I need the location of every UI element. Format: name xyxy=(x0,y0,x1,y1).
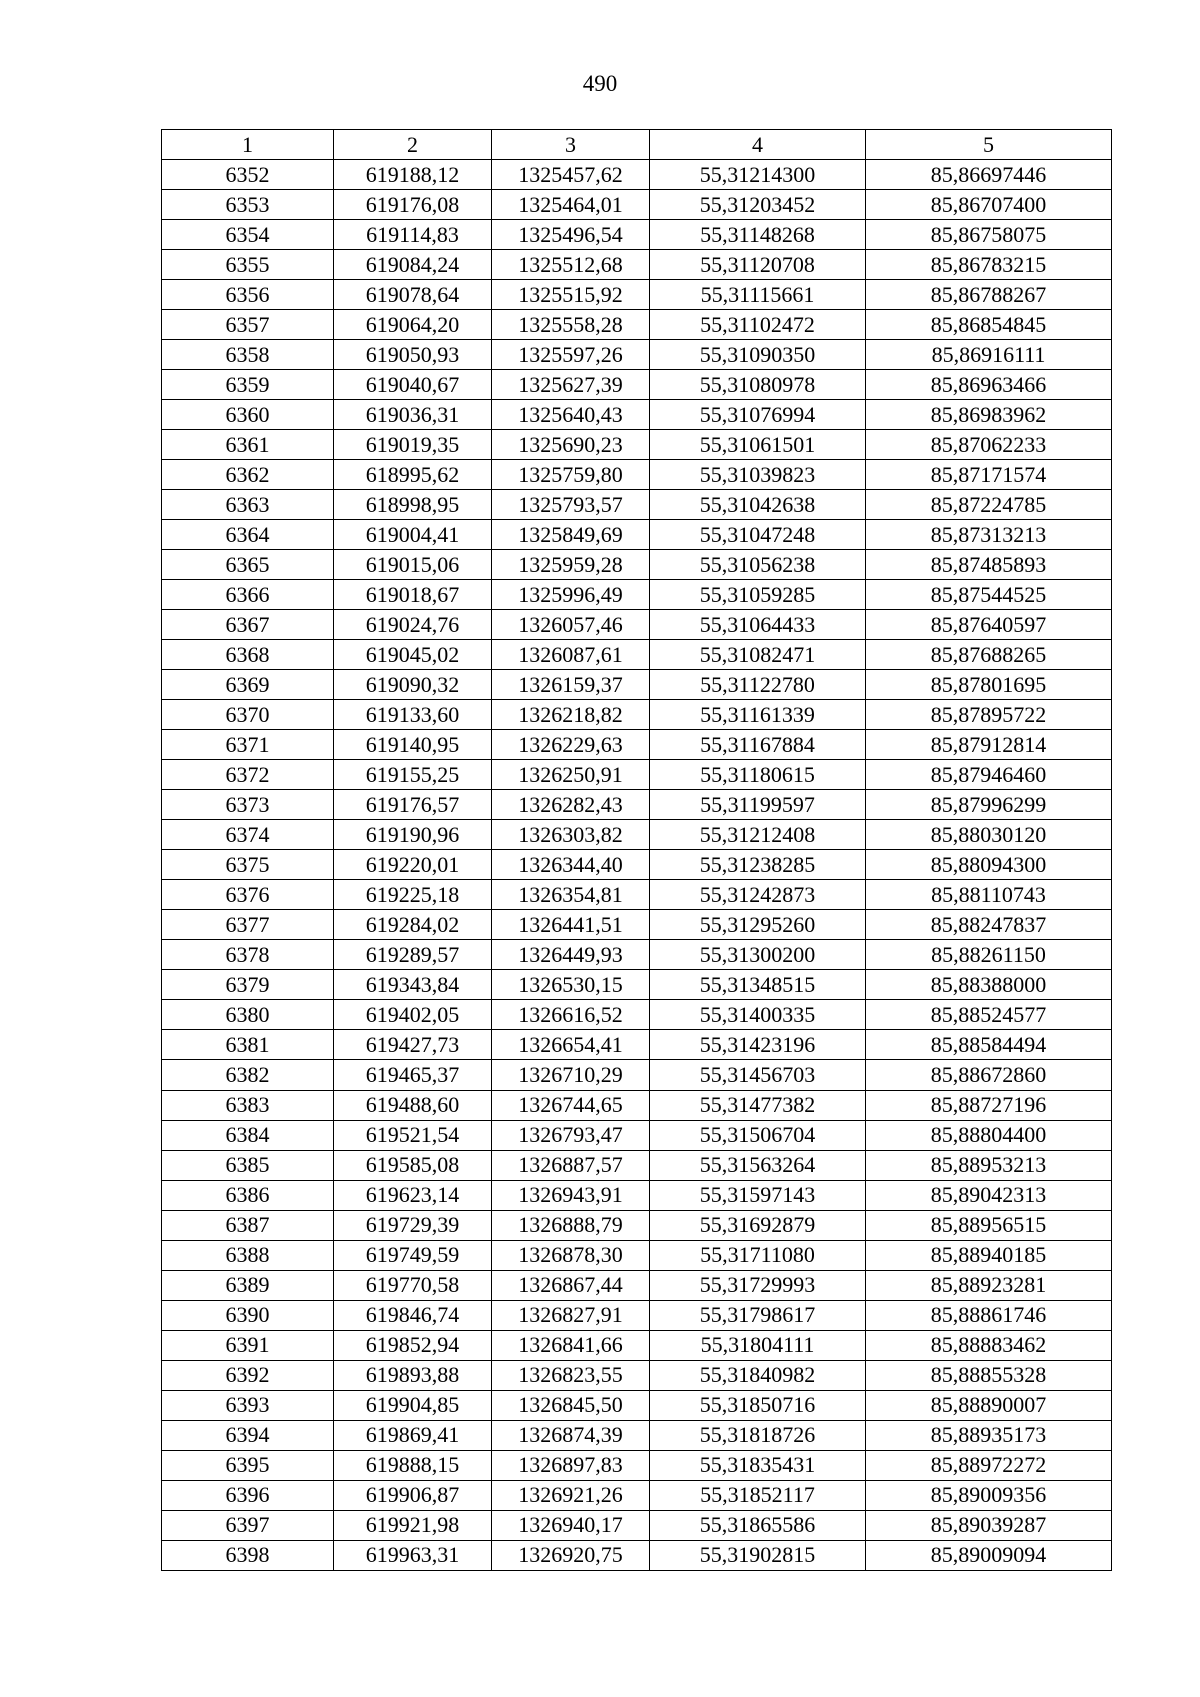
y-coordinate-cell: 1326940,17 xyxy=(492,1510,650,1540)
latitude-cell: 55,31161339 xyxy=(650,700,866,730)
x-coordinate-cell: 619893,88 xyxy=(334,1360,492,1390)
x-coordinate-cell: 619963,31 xyxy=(334,1540,492,1570)
x-coordinate-cell: 619749,59 xyxy=(334,1240,492,1270)
point-number-cell: 6397 xyxy=(162,1510,334,1540)
x-coordinate-cell: 619024,76 xyxy=(334,610,492,640)
point-number-cell: 6358 xyxy=(162,340,334,370)
table-row xyxy=(162,580,1112,610)
latitude-cell: 55,31902815 xyxy=(650,1540,866,1570)
point-number-cell: 6387 xyxy=(162,1210,334,1240)
point-number-cell: 6381 xyxy=(162,1030,334,1060)
longitude-cell: 85,86758075 xyxy=(866,220,1112,250)
table-row xyxy=(162,880,1112,910)
table-row xyxy=(162,550,1112,580)
x-coordinate-cell: 619015,06 xyxy=(334,550,492,580)
longitude-cell: 85,88584494 xyxy=(866,1030,1112,1060)
latitude-cell: 55,31563264 xyxy=(650,1150,866,1180)
latitude-cell: 55,31295260 xyxy=(650,910,866,940)
x-coordinate-cell: 619521,54 xyxy=(334,1120,492,1150)
table-row xyxy=(162,670,1112,700)
latitude-cell: 55,31798617 xyxy=(650,1300,866,1330)
x-coordinate-cell: 619284,02 xyxy=(334,910,492,940)
x-coordinate-cell: 619050,93 xyxy=(334,340,492,370)
longitude-cell: 85,87062233 xyxy=(866,430,1112,460)
point-number-cell: 6368 xyxy=(162,640,334,670)
longitude-cell: 85,88672860 xyxy=(866,1060,1112,1090)
y-coordinate-cell: 1325496,54 xyxy=(492,220,650,250)
longitude-cell: 85,87996299 xyxy=(866,790,1112,820)
y-coordinate-cell: 1326888,79 xyxy=(492,1210,650,1240)
y-coordinate-cell: 1326710,29 xyxy=(492,1060,650,1090)
table-row xyxy=(162,1330,1112,1360)
longitude-cell: 85,87171574 xyxy=(866,460,1112,490)
longitude-cell: 85,86707400 xyxy=(866,190,1112,220)
latitude-cell: 55,31212408 xyxy=(650,820,866,850)
point-number-cell: 6354 xyxy=(162,220,334,250)
longitude-cell: 85,89009094 xyxy=(866,1540,1112,1570)
table-row xyxy=(162,1510,1112,1540)
latitude-cell: 55,31423196 xyxy=(650,1030,866,1060)
table-row xyxy=(162,1450,1112,1480)
y-coordinate-cell: 1326943,91 xyxy=(492,1180,650,1210)
latitude-cell: 55,31148268 xyxy=(650,220,866,250)
x-coordinate-cell: 619852,94 xyxy=(334,1330,492,1360)
longitude-cell: 85,88890007 xyxy=(866,1390,1112,1420)
latitude-cell: 55,31203452 xyxy=(650,190,866,220)
table-row xyxy=(162,1030,1112,1060)
y-coordinate-cell: 1326229,63 xyxy=(492,730,650,760)
latitude-cell: 55,31115661 xyxy=(650,280,866,310)
y-coordinate-cell: 1326874,39 xyxy=(492,1420,650,1450)
y-coordinate-cell: 1325640,43 xyxy=(492,400,650,430)
table-row xyxy=(162,910,1112,940)
y-coordinate-cell: 1326159,37 xyxy=(492,670,650,700)
longitude-cell: 85,86788267 xyxy=(866,280,1112,310)
x-coordinate-cell: 619064,20 xyxy=(334,310,492,340)
latitude-cell: 55,31850716 xyxy=(650,1390,866,1420)
point-number-cell: 6364 xyxy=(162,520,334,550)
longitude-cell: 85,87895722 xyxy=(866,700,1112,730)
point-number-cell: 6386 xyxy=(162,1180,334,1210)
y-coordinate-cell: 1326887,57 xyxy=(492,1150,650,1180)
x-coordinate-cell: 619155,25 xyxy=(334,760,492,790)
longitude-cell: 85,89009356 xyxy=(866,1480,1112,1510)
x-coordinate-cell: 619729,39 xyxy=(334,1210,492,1240)
x-coordinate-cell: 619488,60 xyxy=(334,1090,492,1120)
longitude-cell: 85,87313213 xyxy=(866,520,1112,550)
point-number-cell: 6371 xyxy=(162,730,334,760)
x-coordinate-cell: 619623,14 xyxy=(334,1180,492,1210)
latitude-cell: 55,31597143 xyxy=(650,1180,866,1210)
header-col-4: 4 xyxy=(650,130,866,160)
table-row xyxy=(162,430,1112,460)
latitude-cell: 55,31039823 xyxy=(650,460,866,490)
y-coordinate-cell: 1326823,55 xyxy=(492,1360,650,1390)
longitude-cell: 85,87544525 xyxy=(866,580,1112,610)
y-coordinate-cell: 1325597,26 xyxy=(492,340,650,370)
point-number-cell: 6356 xyxy=(162,280,334,310)
longitude-cell: 85,88956515 xyxy=(866,1210,1112,1240)
point-number-cell: 6355 xyxy=(162,250,334,280)
latitude-cell: 55,31835431 xyxy=(650,1450,866,1480)
y-coordinate-cell: 1325849,69 xyxy=(492,520,650,550)
y-coordinate-cell: 1326303,82 xyxy=(492,820,650,850)
x-coordinate-cell: 619846,74 xyxy=(334,1300,492,1330)
table-row xyxy=(162,1390,1112,1420)
point-number-cell: 6375 xyxy=(162,850,334,880)
point-number-cell: 6393 xyxy=(162,1390,334,1420)
table-row xyxy=(162,1090,1112,1120)
latitude-cell: 55,31348515 xyxy=(650,970,866,1000)
point-number-cell: 6370 xyxy=(162,700,334,730)
latitude-cell: 55,31477382 xyxy=(650,1090,866,1120)
y-coordinate-cell: 1325627,39 xyxy=(492,370,650,400)
table-row xyxy=(162,160,1112,190)
x-coordinate-cell: 619084,24 xyxy=(334,250,492,280)
longitude-cell: 85,88110743 xyxy=(866,880,1112,910)
table-row xyxy=(162,400,1112,430)
point-number-cell: 6378 xyxy=(162,940,334,970)
latitude-cell: 55,31238285 xyxy=(650,850,866,880)
table-row xyxy=(162,1180,1112,1210)
longitude-cell: 85,87640597 xyxy=(866,610,1112,640)
point-number-cell: 6388 xyxy=(162,1240,334,1270)
longitude-cell: 85,88247837 xyxy=(866,910,1112,940)
latitude-cell: 55,31804111 xyxy=(650,1330,866,1360)
point-number-cell: 6382 xyxy=(162,1060,334,1090)
x-coordinate-cell: 619343,84 xyxy=(334,970,492,1000)
longitude-cell: 85,87485893 xyxy=(866,550,1112,580)
header-col-1: 1 xyxy=(162,130,334,160)
point-number-cell: 6360 xyxy=(162,400,334,430)
point-number-cell: 6365 xyxy=(162,550,334,580)
page-number: 490 xyxy=(582,71,618,96)
table-row xyxy=(162,790,1112,820)
x-coordinate-cell: 619921,98 xyxy=(334,1510,492,1540)
point-number-cell: 6362 xyxy=(162,460,334,490)
point-number-cell: 6389 xyxy=(162,1270,334,1300)
y-coordinate-cell: 1326354,81 xyxy=(492,880,650,910)
point-number-cell: 6374 xyxy=(162,820,334,850)
point-number-cell: 6395 xyxy=(162,1450,334,1480)
table-row xyxy=(162,310,1112,340)
point-number-cell: 6367 xyxy=(162,610,334,640)
latitude-cell: 55,31122780 xyxy=(650,670,866,700)
latitude-cell: 55,31056238 xyxy=(650,550,866,580)
x-coordinate-cell: 619904,85 xyxy=(334,1390,492,1420)
latitude-cell: 55,31090350 xyxy=(650,340,866,370)
table-row xyxy=(162,1270,1112,1300)
point-number-cell: 6353 xyxy=(162,190,334,220)
point-number-cell: 6352 xyxy=(162,160,334,190)
longitude-cell: 85,88935173 xyxy=(866,1420,1112,1450)
table-row xyxy=(162,1480,1112,1510)
latitude-cell: 55,31180615 xyxy=(650,760,866,790)
longitude-cell: 85,88940185 xyxy=(866,1240,1112,1270)
latitude-cell: 55,31082471 xyxy=(650,640,866,670)
table-row xyxy=(162,520,1112,550)
table-row xyxy=(162,1000,1112,1030)
longitude-cell: 85,86983962 xyxy=(866,400,1112,430)
latitude-cell: 55,31047248 xyxy=(650,520,866,550)
table-row xyxy=(162,220,1112,250)
table-row xyxy=(162,1210,1112,1240)
y-coordinate-cell: 1326827,91 xyxy=(492,1300,650,1330)
table-row xyxy=(162,1120,1112,1150)
latitude-cell: 55,31506704 xyxy=(650,1120,866,1150)
y-coordinate-cell: 1325464,01 xyxy=(492,190,650,220)
table-row xyxy=(162,1060,1112,1090)
longitude-cell: 85,88953213 xyxy=(866,1150,1112,1180)
y-coordinate-cell: 1326654,41 xyxy=(492,1030,650,1060)
point-number-cell: 6373 xyxy=(162,790,334,820)
longitude-cell: 85,88972272 xyxy=(866,1450,1112,1480)
header-row xyxy=(162,130,1112,160)
table-row xyxy=(162,490,1112,520)
x-coordinate-cell: 619176,08 xyxy=(334,190,492,220)
point-number-cell: 6357 xyxy=(162,310,334,340)
x-coordinate-cell: 619114,83 xyxy=(334,220,492,250)
y-coordinate-cell: 1326449,93 xyxy=(492,940,650,970)
longitude-cell: 85,87801695 xyxy=(866,670,1112,700)
header-col-2: 2 xyxy=(334,130,492,160)
y-coordinate-cell: 1326921,26 xyxy=(492,1480,650,1510)
point-number-cell: 6366 xyxy=(162,580,334,610)
latitude-cell: 55,31818726 xyxy=(650,1420,866,1450)
longitude-cell: 85,86783215 xyxy=(866,250,1112,280)
x-coordinate-cell: 619869,41 xyxy=(334,1420,492,1450)
y-coordinate-cell: 1326897,83 xyxy=(492,1450,650,1480)
x-coordinate-cell: 619078,64 xyxy=(334,280,492,310)
longitude-cell: 85,89039287 xyxy=(866,1510,1112,1540)
latitude-cell: 55,31042638 xyxy=(650,490,866,520)
x-coordinate-cell: 619019,35 xyxy=(334,430,492,460)
table-row xyxy=(162,730,1112,760)
table-row xyxy=(162,1150,1112,1180)
table-row xyxy=(162,370,1112,400)
point-number-cell: 6390 xyxy=(162,1300,334,1330)
table-row xyxy=(162,1540,1112,1570)
table-row xyxy=(162,970,1112,1000)
latitude-cell: 55,31059285 xyxy=(650,580,866,610)
longitude-cell: 85,88261150 xyxy=(866,940,1112,970)
y-coordinate-cell: 1326867,44 xyxy=(492,1270,650,1300)
table-row xyxy=(162,940,1112,970)
table-row xyxy=(162,190,1112,220)
y-coordinate-cell: 1325457,62 xyxy=(492,160,650,190)
y-coordinate-cell: 1326920,75 xyxy=(492,1540,650,1570)
x-coordinate-cell: 619465,37 xyxy=(334,1060,492,1090)
y-coordinate-cell: 1326878,30 xyxy=(492,1240,650,1270)
point-number-cell: 6377 xyxy=(162,910,334,940)
table-row xyxy=(162,1300,1112,1330)
y-coordinate-cell: 1326845,50 xyxy=(492,1390,650,1420)
point-number-cell: 6359 xyxy=(162,370,334,400)
x-coordinate-cell: 618998,95 xyxy=(334,490,492,520)
x-coordinate-cell: 619040,67 xyxy=(334,370,492,400)
x-coordinate-cell: 619090,32 xyxy=(334,670,492,700)
y-coordinate-cell: 1325759,80 xyxy=(492,460,650,490)
latitude-cell: 55,31199597 xyxy=(650,790,866,820)
x-coordinate-cell: 619906,87 xyxy=(334,1480,492,1510)
table-row xyxy=(162,340,1112,370)
table-row xyxy=(162,280,1112,310)
longitude-cell: 85,88388000 xyxy=(866,970,1112,1000)
longitude-cell: 85,89042313 xyxy=(866,1180,1112,1210)
y-coordinate-cell: 1325558,28 xyxy=(492,310,650,340)
table-row xyxy=(162,1420,1112,1450)
longitude-cell: 85,86963466 xyxy=(866,370,1112,400)
latitude-cell: 55,31120708 xyxy=(650,250,866,280)
x-coordinate-cell: 619289,57 xyxy=(334,940,492,970)
point-number-cell: 6392 xyxy=(162,1360,334,1390)
y-coordinate-cell: 1326344,40 xyxy=(492,850,650,880)
y-coordinate-cell: 1326793,47 xyxy=(492,1120,650,1150)
latitude-cell: 55,31840982 xyxy=(650,1360,866,1390)
x-coordinate-cell: 619402,05 xyxy=(334,1000,492,1030)
table-row xyxy=(162,850,1112,880)
point-number-cell: 6372 xyxy=(162,760,334,790)
latitude-cell: 55,31692879 xyxy=(650,1210,866,1240)
x-coordinate-cell: 619888,15 xyxy=(334,1450,492,1480)
longitude-cell: 85,88923281 xyxy=(866,1270,1112,1300)
y-coordinate-cell: 1325690,23 xyxy=(492,430,650,460)
point-number-cell: 6398 xyxy=(162,1540,334,1570)
point-number-cell: 6396 xyxy=(162,1480,334,1510)
y-coordinate-cell: 1326530,15 xyxy=(492,970,650,1000)
longitude-cell: 85,88804400 xyxy=(866,1120,1112,1150)
table-row xyxy=(162,1240,1112,1270)
table-row xyxy=(162,1360,1112,1390)
latitude-cell: 55,31300200 xyxy=(650,940,866,970)
y-coordinate-cell: 1326087,61 xyxy=(492,640,650,670)
longitude-cell: 85,88030120 xyxy=(866,820,1112,850)
x-coordinate-cell: 619585,08 xyxy=(334,1150,492,1180)
longitude-cell: 85,86854845 xyxy=(866,310,1112,340)
y-coordinate-cell: 1326744,65 xyxy=(492,1090,650,1120)
point-number-cell: 6384 xyxy=(162,1120,334,1150)
x-coordinate-cell: 619176,57 xyxy=(334,790,492,820)
latitude-cell: 55,31242873 xyxy=(650,880,866,910)
header-col-3: 3 xyxy=(492,130,650,160)
latitude-cell: 55,31456703 xyxy=(650,1060,866,1090)
y-coordinate-cell: 1326441,51 xyxy=(492,910,650,940)
y-coordinate-cell: 1326841,66 xyxy=(492,1330,650,1360)
latitude-cell: 55,31400335 xyxy=(650,1000,866,1030)
latitude-cell: 55,31080978 xyxy=(650,370,866,400)
header-col-5: 5 xyxy=(866,130,1112,160)
table-row xyxy=(162,700,1112,730)
latitude-cell: 55,31214300 xyxy=(650,160,866,190)
point-number-cell: 6361 xyxy=(162,430,334,460)
latitude-cell: 55,31064433 xyxy=(650,610,866,640)
longitude-cell: 85,87946460 xyxy=(866,760,1112,790)
longitude-cell: 85,87224785 xyxy=(866,490,1112,520)
x-coordinate-cell: 619188,12 xyxy=(334,160,492,190)
y-coordinate-cell: 1325515,92 xyxy=(492,280,650,310)
y-coordinate-cell: 1325996,49 xyxy=(492,580,650,610)
table-row xyxy=(162,820,1112,850)
x-coordinate-cell: 619427,73 xyxy=(334,1030,492,1060)
latitude-cell: 55,31711080 xyxy=(650,1240,866,1270)
point-number-cell: 6363 xyxy=(162,490,334,520)
table-row xyxy=(162,460,1112,490)
table-row xyxy=(162,250,1112,280)
x-coordinate-cell: 619133,60 xyxy=(334,700,492,730)
x-coordinate-cell: 619190,96 xyxy=(334,820,492,850)
point-number-cell: 6385 xyxy=(162,1150,334,1180)
latitude-cell: 55,31865586 xyxy=(650,1510,866,1540)
longitude-cell: 85,88883462 xyxy=(866,1330,1112,1360)
latitude-cell: 55,31852117 xyxy=(650,1480,866,1510)
x-coordinate-cell: 619220,01 xyxy=(334,850,492,880)
x-coordinate-cell: 619770,58 xyxy=(334,1270,492,1300)
longitude-cell: 85,87912814 xyxy=(866,730,1112,760)
y-coordinate-cell: 1326282,43 xyxy=(492,790,650,820)
point-number-cell: 6369 xyxy=(162,670,334,700)
longitude-cell: 85,87688265 xyxy=(866,640,1112,670)
latitude-cell: 55,31076994 xyxy=(650,400,866,430)
point-number-cell: 6376 xyxy=(162,880,334,910)
point-number-cell: 6391 xyxy=(162,1330,334,1360)
x-coordinate-cell: 619045,02 xyxy=(334,640,492,670)
longitude-cell: 85,88855328 xyxy=(866,1360,1112,1390)
x-coordinate-cell: 619018,67 xyxy=(334,580,492,610)
latitude-cell: 55,31167884 xyxy=(650,730,866,760)
x-coordinate-cell: 619036,31 xyxy=(334,400,492,430)
table-row xyxy=(162,760,1112,790)
longitude-cell: 85,86697446 xyxy=(866,160,1112,190)
coordinates-table xyxy=(161,129,1112,1571)
table-row xyxy=(162,640,1112,670)
point-number-cell: 6379 xyxy=(162,970,334,1000)
y-coordinate-cell: 1325512,68 xyxy=(492,250,650,280)
y-coordinate-cell: 1325959,28 xyxy=(492,550,650,580)
point-number-cell: 6394 xyxy=(162,1420,334,1450)
y-coordinate-cell: 1325793,57 xyxy=(492,490,650,520)
longitude-cell: 85,88094300 xyxy=(866,850,1112,880)
y-coordinate-cell: 1326616,52 xyxy=(492,1000,650,1030)
longitude-cell: 85,86916111 xyxy=(866,340,1112,370)
table-row xyxy=(162,610,1112,640)
longitude-cell: 85,88861746 xyxy=(866,1300,1112,1330)
longitude-cell: 85,88524577 xyxy=(866,1000,1112,1030)
table-header xyxy=(162,130,1112,160)
latitude-cell: 55,31729993 xyxy=(650,1270,866,1300)
x-coordinate-cell: 619225,18 xyxy=(334,880,492,910)
point-number-cell: 6383 xyxy=(162,1090,334,1120)
latitude-cell: 55,31102472 xyxy=(650,310,866,340)
x-coordinate-cell: 619140,95 xyxy=(334,730,492,760)
point-number-cell: 6380 xyxy=(162,1000,334,1030)
x-coordinate-cell: 618995,62 xyxy=(334,460,492,490)
longitude-cell: 85,88727196 xyxy=(866,1090,1112,1120)
y-coordinate-cell: 1326218,82 xyxy=(492,700,650,730)
y-coordinate-cell: 1326250,91 xyxy=(492,760,650,790)
table-body xyxy=(162,160,1112,1571)
latitude-cell: 55,31061501 xyxy=(650,430,866,460)
y-coordinate-cell: 1326057,46 xyxy=(492,610,650,640)
x-coordinate-cell: 619004,41 xyxy=(334,520,492,550)
